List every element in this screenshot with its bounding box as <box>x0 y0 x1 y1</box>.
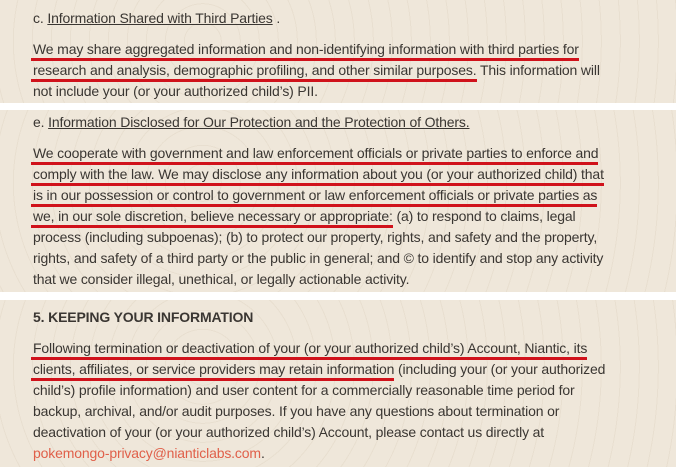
paragraph-line <box>33 144 598 162</box>
section-keeping-information <box>0 300 676 467</box>
section-heading <box>33 113 470 131</box>
highlighted-text: clients, affiliates, or service providers may retain information <box>31 361 394 381</box>
paragraph-line <box>33 360 605 378</box>
section-disclosure <box>0 110 676 292</box>
paragraph-line <box>33 249 603 267</box>
plain-text: process (including subpoenas); (b) to protect our property, rights, and safety and the property, <box>33 229 598 245</box>
plain-text: child’s) profile information) and user content for a commercially reasonable time period for <box>33 382 575 398</box>
section-heading: 5. KEEPING YOUR INFORMATION <box>33 309 254 325</box>
paragraph-line <box>33 61 600 79</box>
email-suffix: . <box>260 445 265 461</box>
plain-text: rights, and safety of a third party or the public in general; and © to identify and stop any activity <box>33 250 604 266</box>
paragraph-line <box>33 381 575 399</box>
highlighted-text: we, in our sole discretion, believe necessary or appropriate: <box>31 208 393 228</box>
highlighted-text: Following termination or deactivation of your (or your authorized child’s) Account, Niantic, its <box>31 340 587 360</box>
plain-text: This information will <box>476 62 600 78</box>
highlighted-text: research and analysis, demographic profiling, and other similar purposes. <box>31 62 477 82</box>
plain-text: not include your (or your authorized child’s) PII. <box>33 83 318 99</box>
heading-prefix: e. <box>33 114 49 130</box>
plain-text: backup, archival, and/or audit purposes. If you have any questions about termination or <box>33 403 560 419</box>
heading-prefix: c. <box>33 10 48 26</box>
paragraph-line <box>33 423 544 441</box>
highlighted-text: We may share aggregated information and non-identifying information with third parties for <box>31 41 579 61</box>
heading-title: Information Shared with Third Parties <box>47 10 273 26</box>
paragraph-line <box>33 228 597 246</box>
section-third-parties <box>0 0 676 103</box>
heading-suffix: . <box>272 10 281 26</box>
highlighted-text: comply with the law. We may disclose any information about you (or your authorized child) that <box>31 166 604 186</box>
plain-text: (a) to respond to claims, legal <box>392 208 576 224</box>
paragraph-line <box>33 165 604 183</box>
email-line <box>33 444 265 462</box>
paragraph-line <box>33 186 597 204</box>
highlighted-text: We cooperate with government and law enforcement officials or private parties to enforce and <box>31 145 598 165</box>
paragraph-line <box>33 82 318 100</box>
paragraph-line <box>33 402 559 420</box>
plain-text: that we consider illegal, unethical, or legally actionable activity. <box>33 271 410 287</box>
section-heading <box>33 9 280 27</box>
paragraph-line <box>33 339 587 357</box>
heading-title: Information Disclosed for Our Protection and the Protection of Others. <box>48 114 470 130</box>
paragraph-line <box>33 270 409 288</box>
paragraph-line <box>33 207 575 225</box>
plain-text: deactivation of your (or your authorized child’s) Account, please contact us directly at <box>33 424 545 440</box>
email-link[interactable]: pokemongo-privacy@nianticlabs.com <box>33 445 261 461</box>
plain-text: (including your (or your authorized <box>394 361 606 377</box>
highlighted-text: is in our possession or control to government or law enforcement officials or private parties as <box>31 187 597 207</box>
paragraph-line <box>33 40 579 58</box>
